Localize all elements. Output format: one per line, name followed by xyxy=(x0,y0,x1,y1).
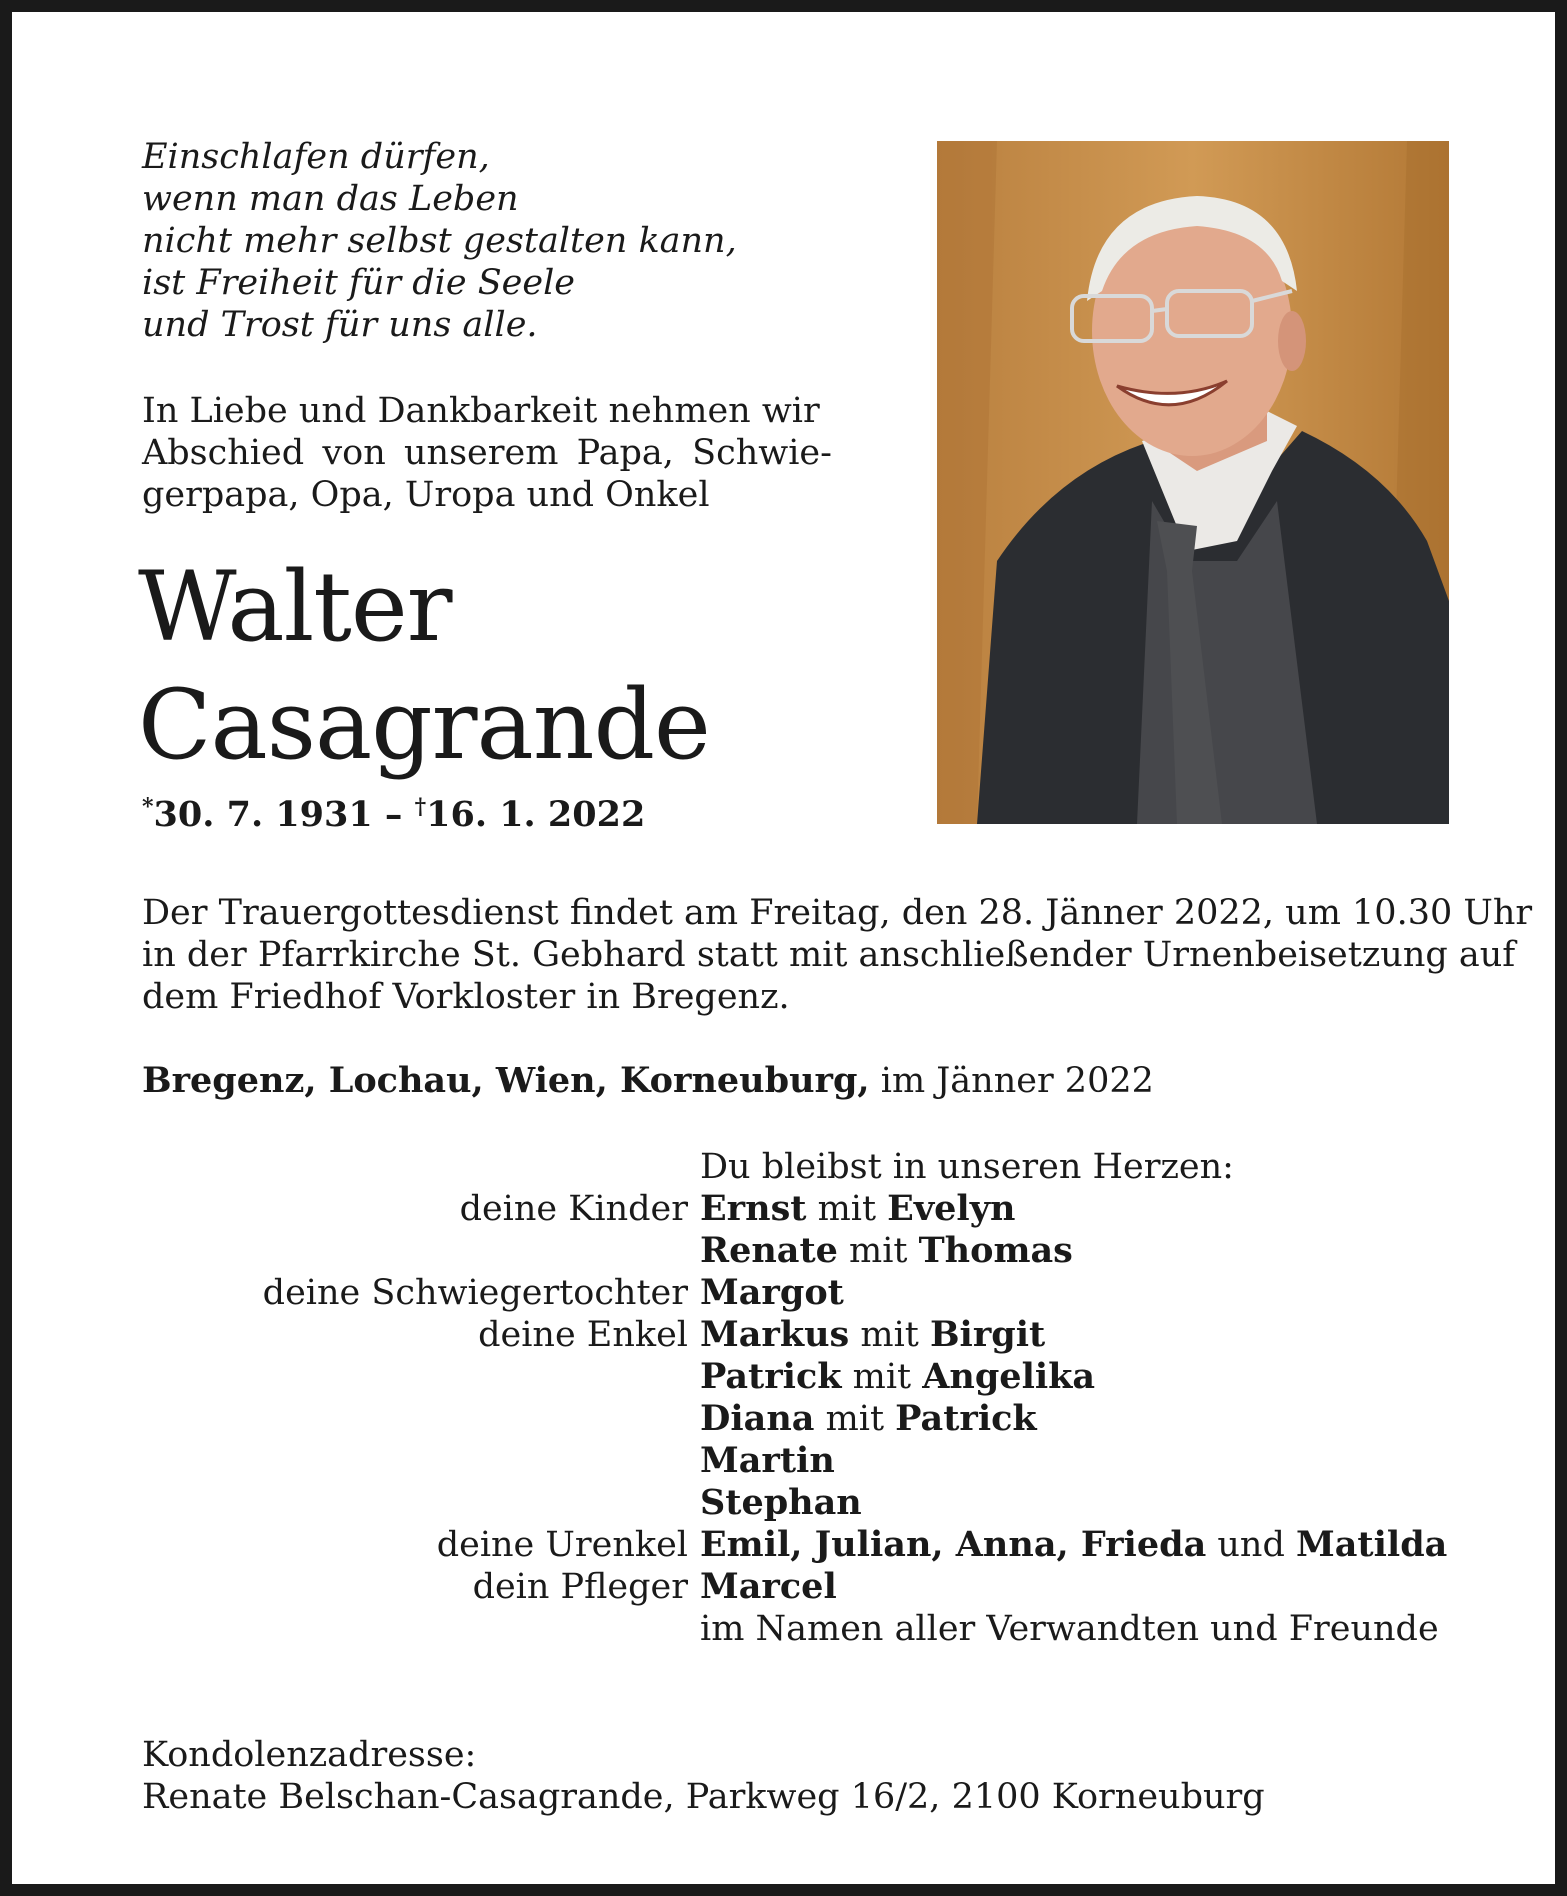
intro-line: In Liebe und Dankbarkeit nehmen wir xyxy=(142,391,820,431)
mourner-name: Evelyn xyxy=(887,1188,1016,1229)
mourner-row xyxy=(142,1230,1462,1272)
birth-date: 30. 7. 1931 xyxy=(153,794,373,835)
mourner-names xyxy=(700,1230,1073,1272)
mourner-names xyxy=(700,1566,837,1608)
mourners-heading: Du bleibst in unseren Herzen: xyxy=(700,1147,1234,1187)
mourner-role: deine Schwiegertochter xyxy=(262,1273,688,1313)
place-date: im Jänner 2022 xyxy=(869,1061,1154,1101)
mourner-names xyxy=(700,1356,1095,1398)
mourner-role xyxy=(142,1356,700,1398)
mourner-row xyxy=(142,1188,1462,1230)
address-label: Kondolenzadresse: xyxy=(142,1735,477,1775)
mourner-join: und xyxy=(1206,1525,1297,1565)
mourner-name: Martin xyxy=(700,1440,835,1481)
mourner-names xyxy=(700,1482,862,1524)
mourner-role xyxy=(142,1230,700,1272)
service-line: dem Friedhof Vorkloster in Bregenz. xyxy=(142,977,790,1017)
mourner-name: Emil, Julian, Anna, Frieda xyxy=(700,1524,1207,1565)
service-line: Der Trauergottesdienst findet am Freitag, den 28. Jänner 2022, um 10.30 Uhr xyxy=(142,893,1533,933)
mourner-names xyxy=(700,1398,1037,1440)
intro-text xyxy=(142,390,832,516)
mourner-row xyxy=(142,1314,1462,1356)
mourner-name: Marcel xyxy=(700,1566,837,1607)
mourner-names xyxy=(700,1440,835,1482)
mourner-names xyxy=(700,1314,1045,1356)
mourners-heading-row xyxy=(142,1146,1462,1188)
mourner-join: mit xyxy=(814,1399,896,1439)
poem-line: Einschlafen dürfen, xyxy=(142,137,490,177)
mourner-name: Margot xyxy=(700,1272,844,1313)
intro-line: gerpapa, Opa, Uropa und Onkel xyxy=(142,475,710,515)
intro-line-justified xyxy=(142,432,832,474)
last-name: Casagrande xyxy=(138,669,710,781)
intro-word: Papa, xyxy=(576,433,674,473)
mourner-role xyxy=(142,1398,700,1440)
deceased-name xyxy=(138,548,710,784)
mourner-name: Angelika xyxy=(922,1356,1096,1397)
first-name: Walter xyxy=(138,551,452,663)
mourner-role: deine Enkel xyxy=(478,1315,688,1355)
mourner-row xyxy=(142,1398,1462,1440)
mourners-closing-row xyxy=(142,1608,1462,1650)
mourner-name: Stephan xyxy=(700,1482,862,1523)
portrait-photo xyxy=(937,141,1449,824)
mourners-list xyxy=(142,1146,1462,1650)
locations: Bregenz, Lochau, Wien, Korneuburg, xyxy=(142,1060,870,1101)
mourner-join: mit xyxy=(849,1315,930,1355)
date-separator: – xyxy=(372,794,415,835)
intro-word: Schwie- xyxy=(692,433,832,473)
life-dates xyxy=(142,794,645,835)
condolence-address xyxy=(142,1734,1265,1818)
poem-line: wenn man das Leben xyxy=(142,179,519,219)
poem-line: ist Freiheit für die Seele xyxy=(142,263,576,303)
intro-word: von xyxy=(322,433,386,473)
mourner-names xyxy=(700,1524,1447,1566)
mourner-names xyxy=(700,1188,1016,1230)
mourners-closing: im Namen aller Verwandten und Freunde xyxy=(700,1609,1439,1649)
intro-word: Abschied xyxy=(142,433,305,473)
mourner-name: Thomas xyxy=(918,1230,1073,1271)
mourner-role: deine Kinder xyxy=(459,1189,688,1229)
mourner-name: Birgit xyxy=(929,1314,1046,1355)
mourner-names xyxy=(700,1272,844,1314)
mourner-join: mit xyxy=(837,1231,919,1271)
address-value: Renate Belschan-Casagrande, Parkweg 16/2, 2100 Korneuburg xyxy=(142,1777,1265,1817)
mourner-name: Patrick xyxy=(700,1356,842,1397)
mourner-name: Ernst xyxy=(700,1188,807,1229)
mourner-role: dein Pfleger xyxy=(472,1567,688,1607)
death-symbol: † xyxy=(414,794,427,820)
death-date: 16. 1. 2022 xyxy=(426,794,646,835)
mourner-name: Patrick xyxy=(895,1398,1037,1439)
mourner-name: Markus xyxy=(700,1314,850,1355)
mourner-role xyxy=(142,1440,700,1482)
mourner-role: deine Urenkel xyxy=(436,1525,688,1565)
poem-line: und Trost für uns alle. xyxy=(142,305,538,345)
mourner-row xyxy=(142,1566,1462,1608)
poem xyxy=(142,136,842,346)
mourner-row xyxy=(142,1482,1462,1524)
mourner-row xyxy=(142,1272,1462,1314)
mourner-name: Matilda xyxy=(1296,1524,1448,1565)
mourner-join: mit xyxy=(841,1357,923,1397)
birth-symbol: * xyxy=(142,794,154,820)
mourner-join: mit xyxy=(806,1189,888,1229)
portrait-illustration xyxy=(937,141,1449,824)
service-line: in der Pfarrkirche St. Gebhard statt mit anschließender Urnenbeisetzung auf xyxy=(142,935,1516,975)
mourner-name: Diana xyxy=(700,1398,815,1439)
poem-line: nicht mehr selbst gestalten kann, xyxy=(142,221,737,261)
intro-word: unserem xyxy=(404,433,559,473)
mourner-row xyxy=(142,1356,1462,1398)
mourner-name: Renate xyxy=(700,1230,838,1271)
service-details xyxy=(142,892,1533,1018)
mourner-role xyxy=(142,1482,700,1524)
mourner-row xyxy=(142,1524,1462,1566)
mourner-row xyxy=(142,1440,1462,1482)
places-and-date xyxy=(142,1060,1154,1102)
